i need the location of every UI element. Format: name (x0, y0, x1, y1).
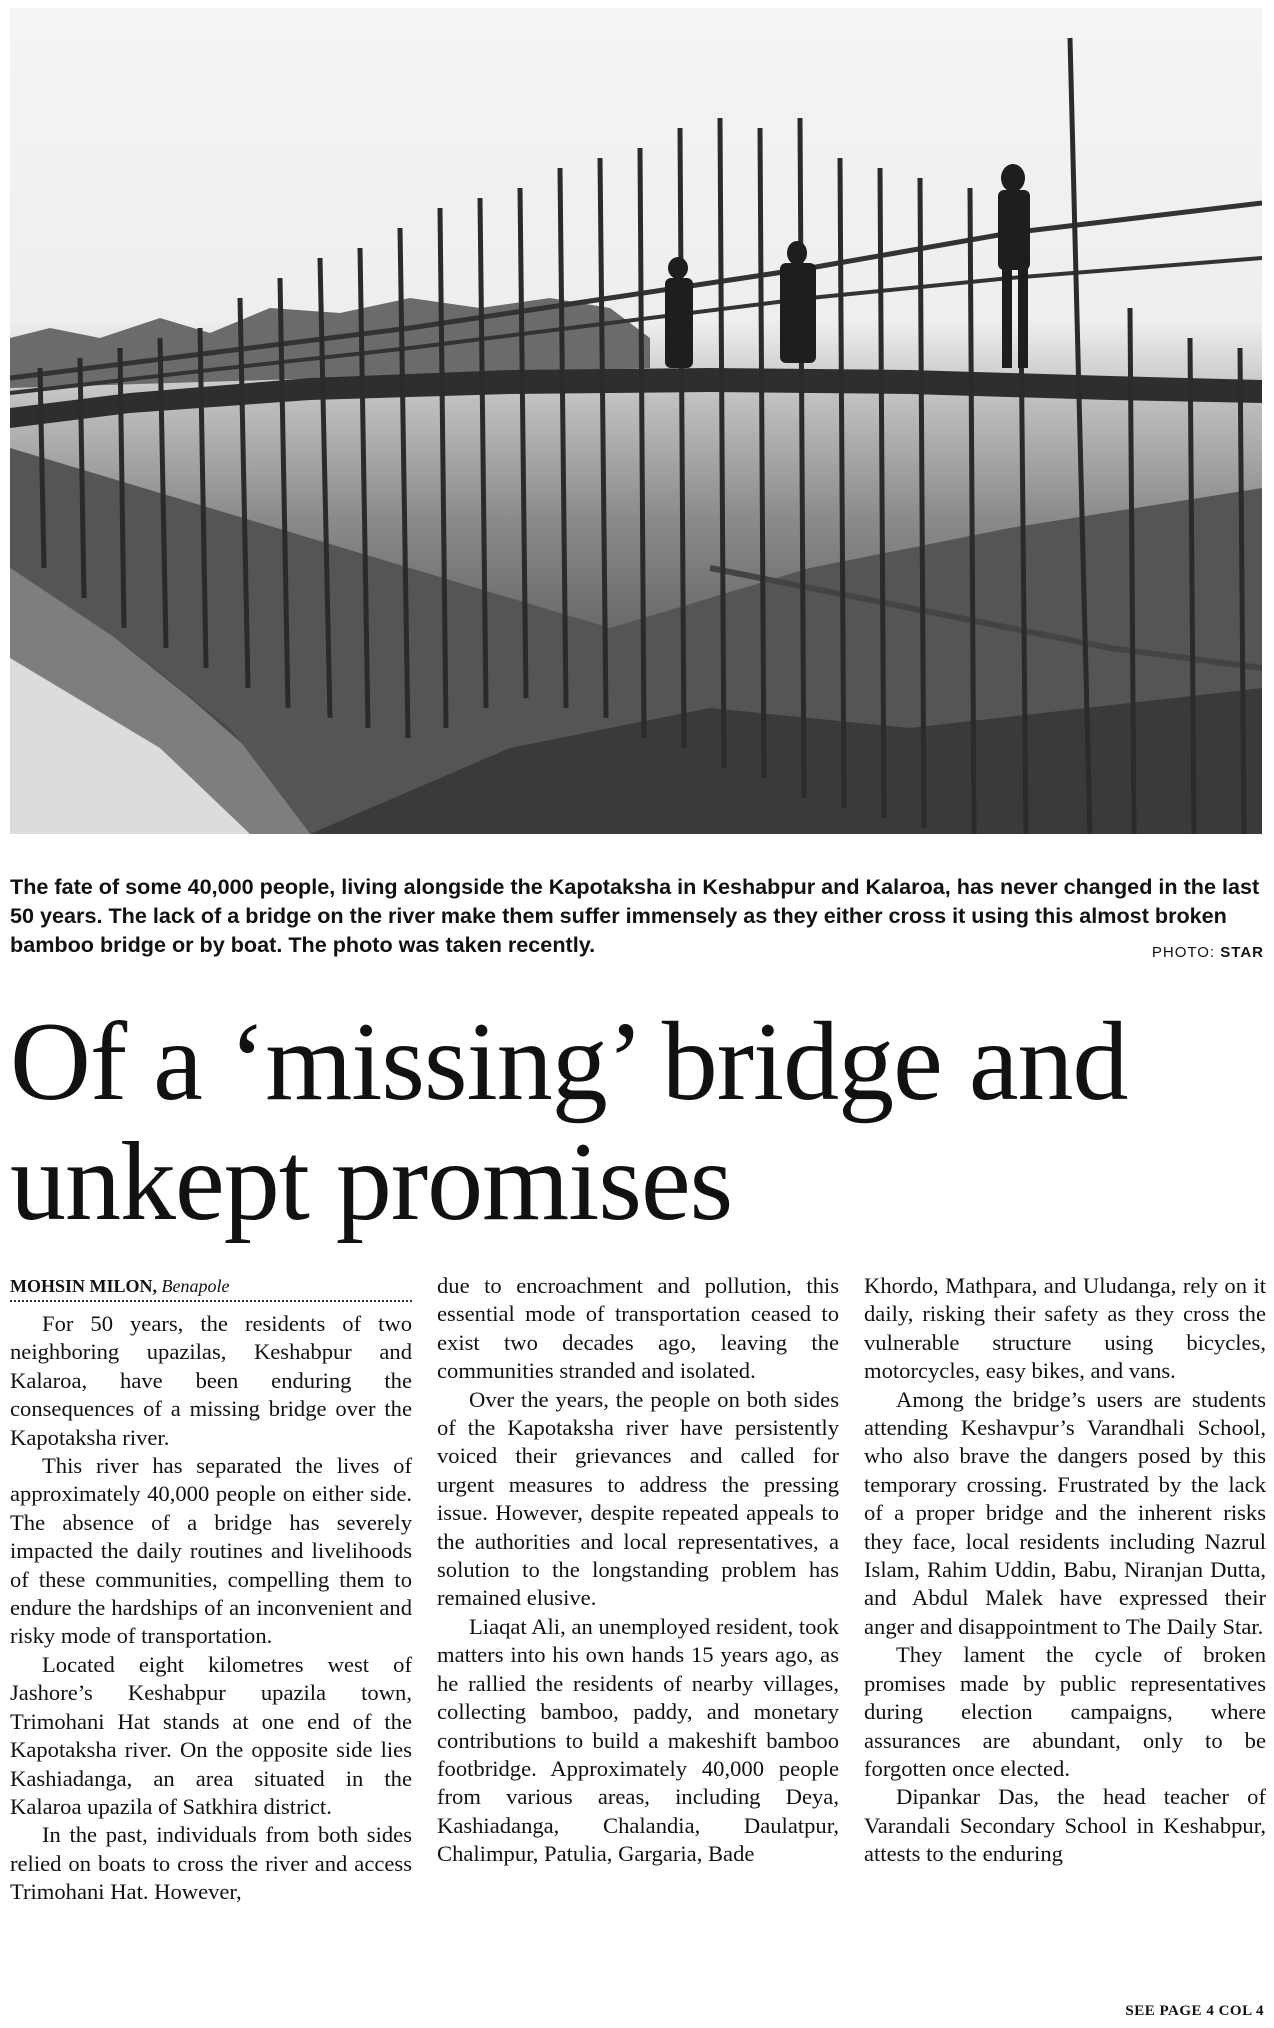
paragraph: Liaqat Ali, an unemployed resident, took matters into his own hands 15 years ago, as he rallied the residents of nearby villages, collecting bamboo, paddy, and monetary contributions to build a makeshift bamboo footbridge. Approximately 40,000 people from various areas, including Deya, Kashiadanga, Chalandia, Daulatpur, Chalimpur, Patulia, Gargaria, Bade (437, 1613, 839, 1867)
paragraph: They lament the cycle of broken promises made by public representatives during election campaigns, where assurances are abundant, only to be forgotten once elected. (864, 1642, 1266, 1781)
article-column-2 (437, 1272, 839, 1869)
byline (10, 1272, 412, 1302)
photo-caption: The fate of some 40,000 people, living alongside the Kapotaksha in Keshabpur and Kalaroa, has never changed in the last 50 years. The lack of a bridge on the river make them suffer immensely as they either cross it using this almost broken bamboo bridge or by boat. The photo was taken recently. (10, 874, 1260, 957)
paragraph: This river has separated the lives of approximately 40,000 people on either side. The absence of a bridge has severely impacted the daily routines and livelihoods of these communities, compelling them to endure the hardships of an inconvenient and risky mode of transportation. (10, 1453, 412, 1649)
photo-credit (1152, 944, 1264, 961)
paragraph: Among the bridge’s users are students attending Keshavpur’s Varandhali School, who also brave the dangers posed by this temporary crossing. Frustrated by the lack of a proper bridge and the inherent risks they face, local residents including Nazrul Islam, Rahim Uddin, Babu, Niranjan Dutta, and Abdul Malek have expressed their anger and disappointment to The Daily Star. (864, 1386, 1266, 1639)
byline-author: MOHSIN MILON, (10, 1276, 158, 1296)
bridge-photo-illustration (10, 8, 1262, 834)
byline-place: Benapole (161, 1276, 230, 1296)
continuation-note: SEE PAGE 4 COL 4 (1125, 2003, 1264, 2019)
photo-credit-source: STAR (1220, 944, 1264, 961)
article-column-3 (864, 1272, 1266, 1869)
paragraph: due to encroachment and pollution, this essential mode of transportation ceased to exist two decades ago, leaving the communities stranded and isolated. (437, 1273, 839, 1384)
paragraph: For 50 years, the residents of two neighboring upazilas, Keshabpur and Kalaroa, have been enduring the consequences of a missing bridge over the Kapotaksha river. (10, 1311, 412, 1450)
photo-credit-label: PHOTO: (1151, 944, 1216, 961)
paragraph: Dipankar Das, the head teacher of Varandali Secondary School in Keshabpur, attests to the enduring (864, 1784, 1266, 1867)
paragraph: Over the years, the people on both sides of the Kapotaksha river have persistently voiced their grievances and called for urgent measures to address the pressing issue. However, despite repeated appeals to the authorities and local representatives, a solution to the longstanding problem has remained elusive. (437, 1386, 839, 1611)
paragraph: In the past, individuals from both sides relied on boats to cross the river and access Trimohani Hat. However, (10, 1822, 412, 1905)
paragraph: Khordo, Mathpara, and Uludanga, rely on it daily, risking their safety as they cross the vulnerable structure using bicycles, motorcycles, easy bikes, and vans. (864, 1273, 1266, 1384)
headline: Of a ‘missing’ bridge and unkept promises (10, 1000, 1128, 1244)
paragraph: Located eight kilometres west of Jashore’s Keshabpur upazila town, Trimohani Hat stands at one end of the Kapotaksha river. On the opposite side lies Kashiadanga, an area situated in the Kalaroa upazila of Satkhira district. (10, 1651, 412, 1819)
bridge-photo (10, 8, 1262, 834)
article-column-1 (10, 1310, 412, 1907)
